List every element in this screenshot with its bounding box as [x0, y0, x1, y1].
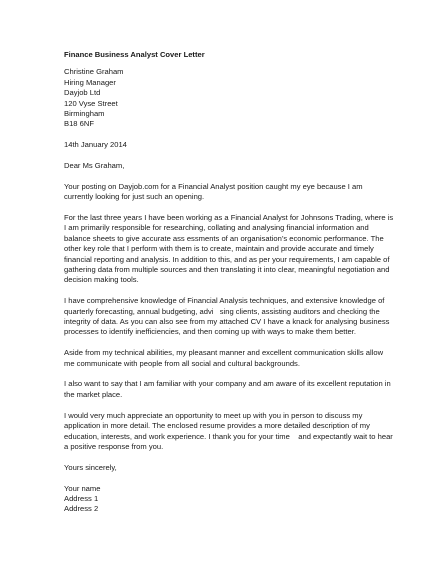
paragraph-line: integrity of data. As you can also see from my attached CV I have a knack for analysing business — [64, 317, 390, 327]
paragraph-line: gathering data from multiple sources and then translating it into clear, meaningful negotiation and — [64, 265, 390, 275]
paragraph-line: decision making tools. — [64, 275, 139, 285]
recipient-company: Dayjob Ltd — [64, 88, 101, 98]
paragraph-line: Your posting on Dayjob.com for a Financial Analyst position caught my eye because I am — [64, 181, 363, 191]
paragraph-line: I would very much appreciate an opportunity to meet up with you in person to discuss my — [64, 410, 363, 420]
paragraph-line: other key role that I perform with them is to create, maintain and provide accurate and timely — [64, 244, 374, 254]
paragraph-line: me communicate with people from all social and cultural backgrounds. — [64, 358, 300, 368]
paragraph-line: For the last three years I have been working as a Financial Analyst for Johnsons Trading, where is — [64, 213, 394, 223]
recipient-address — [64, 67, 404, 129]
paragraph-5 — [64, 379, 404, 400]
recipient-street: 120 Vyse Street — [64, 98, 118, 108]
paragraph-line: balance sheets to give accurate ass essments of an organisation’s economic performance. The — [64, 233, 384, 243]
paragraph-line: processes to identify inefficiencies, and then coming up with ways to make them better. — [64, 327, 356, 337]
paragraph-6 — [64, 411, 404, 453]
letter-page — [64, 50, 404, 515]
paragraph-2 — [64, 213, 404, 286]
recipient-position: Hiring Manager — [64, 77, 116, 87]
letter-date: 14th January 2014 — [64, 140, 127, 150]
paragraph-line: application in more detail. The enclosed resume provides a more detailed description of my — [64, 421, 370, 431]
paragraph-line: I am primarily responsible for researching, collating and analysing financial information and — [64, 223, 369, 233]
paragraph-line: I also want to say that I am familiar with your company and am aware of its excellent reputation in — [64, 379, 391, 389]
paragraph-4 — [64, 348, 404, 369]
paragraph-line: the market place. — [64, 389, 123, 399]
paragraph-line: Aside from my technical abilities, my pleasant manner and excellent communication skills allow — [64, 348, 384, 358]
signature-address-1: Address 1 — [64, 493, 99, 503]
recipient-postcode: B18 6NF — [64, 119, 94, 129]
salutation: Dear Ms Graham, — [64, 161, 125, 171]
paragraph-line: financial reporting and analysis. In addition to this, and as per your requirements, I am capable of — [64, 254, 390, 264]
paragraph-line: I have comprehensive knowledge of Financial Analysis techniques, and extensive knowledge of — [64, 296, 385, 306]
paragraph-1 — [64, 182, 404, 203]
signature-block — [64, 484, 404, 515]
letter-title: Finance Business Analyst Cover Letter — [64, 50, 205, 59]
signature-address-2: Address 2 — [64, 504, 99, 514]
recipient-city: Birmingham — [64, 109, 105, 119]
recipient-name: Christine Graham — [64, 67, 124, 77]
paragraph-line: a positive response from you. — [64, 441, 164, 451]
signature-name: Your name — [64, 483, 101, 493]
paragraph-line: currently looking for just such an opening. — [64, 192, 205, 202]
closing: Yours sincerely, — [64, 462, 117, 472]
paragraph-3 — [64, 296, 404, 338]
paragraph-line: education, interests, and work experience. I thank you for your time and expectantly wait to hear — [64, 431, 393, 441]
paragraph-line: quarterly forecasting, annual budgeting, advi sing clients, assisting auditors and checking the — [64, 306, 380, 316]
